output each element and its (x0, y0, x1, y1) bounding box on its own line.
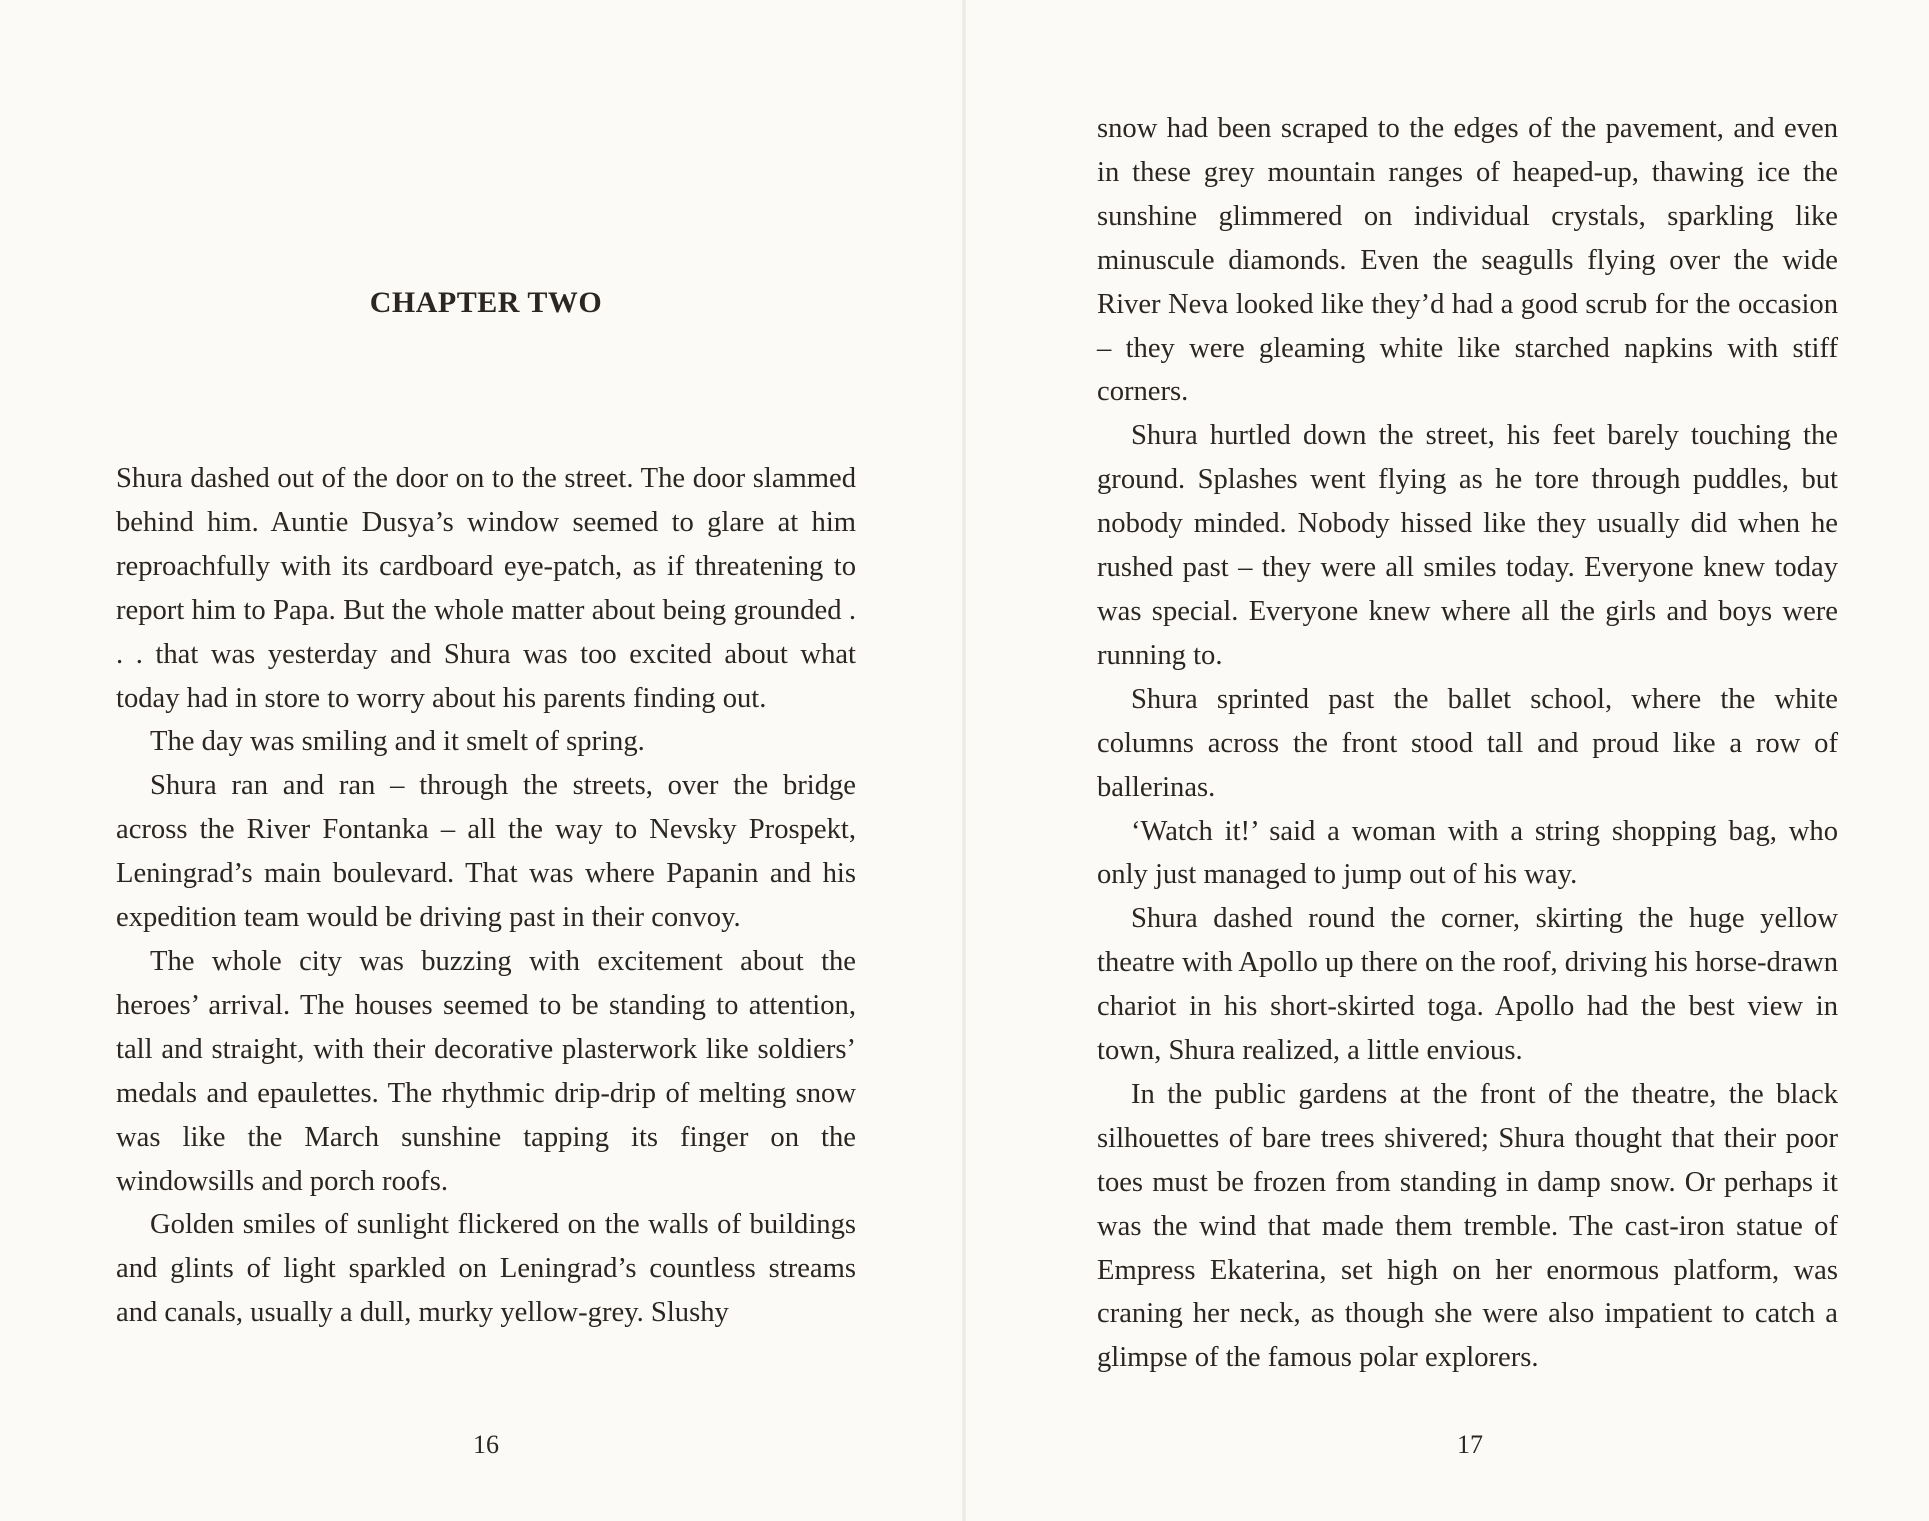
right-page-body (1097, 107, 1838, 1380)
paragraph: Shura sprinted past the ballet school, where the white columns across the front stood tall and proud like a row of ballerinas. (1097, 683, 1838, 803)
paragraph: Shura dashed out of the door on to the street. The door slammed behind him. Auntie Dusya’s window seemed to glare at him reproachfully with its cardboard eye-patch, as if threatening to report him to Papa. But the whole matter about being grounded . . . that was yesterday and Shura was too excited about what today had in store to worry about his parents finding out. (116, 463, 856, 714)
right-page (964, 0, 1929, 1521)
left-page (0, 0, 964, 1521)
paragraph: snow had been scraped to the edges of the pavement, and even in these grey mountain ranges of heaped-up, thawing ice the sunshine glimmered on individual crystals, sparkling like minuscule diamonds. Even the seagulls flying over the wide River Neva looked like they’d had a good scrub for the occasion – they were gleaming white like starched napkins with stiff corners. (1097, 113, 1838, 408)
chapter-title: CHAPTER TWO (369, 286, 603, 319)
left-page-body (116, 457, 856, 1335)
paragraph: Shura hurtled down the street, his feet barely touching the ground. Splashes went flying as he tore through puddles, but nobody minded. Nobody hissed like they usually did when he rushed past – they were all smiles today. Everyone knew today was special. Everyone knew where all the girls and boys were running to. (1097, 420, 1838, 671)
paragraph: The whole city was buzzing with excitement about the heroes’ arrival. The houses seemed to be standing to attention, tall and straight, with their decorative plasterwork like soldiers’ medals and epaulettes. The rhythmic drip-drip of melting snow was like the March sunshine tapping its finger on the windowsills and porch roofs. (116, 945, 856, 1197)
paragraph: In the public gardens at the front of the theatre, the black silhouettes of bare trees shivered; Shura thought that their poor toes must be frozen from standing in damp snow. Or perhaps it was the wind that made them tremble. The cast-iron statue of Empress Ekaterina, set high on her enormous platform, was craning her neck, as though she were also impatient to catch a glimpse of the famous polar explorers. (1097, 1078, 1838, 1374)
paragraph: Shura dashed round the corner, skirting the huge yellow theatre with Apollo up there on the roof, driving his horse-drawn chariot in his short-skirted toga. Apollo had the best view in town, Shura realized, a little envious. (1097, 903, 1838, 1067)
paragraph: ‘Watch it!’ said a woman with a string shopping bag, who only just managed to jump out of his way. (1097, 815, 1838, 891)
paragraph: Golden smiles of sunlight flickered on the walls of buildings and glints of light sparkled on Leningrad’s countless streams and canals, usually a dull, murky yellow-grey. Slushy (116, 1209, 856, 1329)
paragraph: Shura ran and ran – through the streets, over the bridge across the River Fontanka – all the way to Nevsky Prospekt, Leningrad’s main boulevard. That was where Papanin and his expedition team would be driving past in their convoy. (116, 770, 856, 934)
paragraph: The day was smiling and it smelt of spring. (150, 726, 645, 758)
page-number-right: 17 (1457, 1430, 1483, 1459)
page-number-left: 16 (473, 1430, 499, 1459)
